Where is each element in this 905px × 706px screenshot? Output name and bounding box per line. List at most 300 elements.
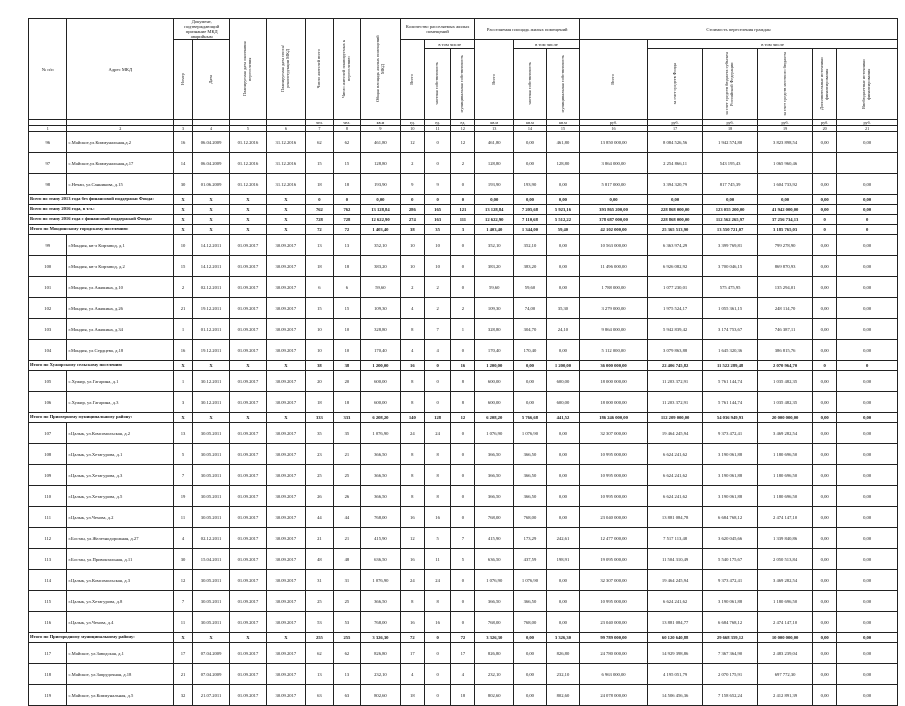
table-cell: 383,20 xyxy=(475,256,513,277)
table-cell: 8 xyxy=(400,444,424,465)
table-cell: 826,80 xyxy=(475,643,513,664)
table-cell: 415,90 xyxy=(361,528,401,549)
row-number: 115 xyxy=(29,591,67,612)
table-cell: 0,00 xyxy=(837,685,898,706)
total-cell: X xyxy=(192,215,229,225)
total-cell: 36 000 000,00 xyxy=(579,361,647,371)
table-cell: 7 517 113,48 xyxy=(648,528,703,549)
table-cell: 826,80 xyxy=(361,643,401,664)
total-cell: X xyxy=(266,413,306,423)
table-cell: 3 394 320,79 xyxy=(648,174,703,195)
table-cell: 0,00 xyxy=(813,612,837,633)
table-cell: 0,00 xyxy=(513,643,546,664)
total-cell: 0 xyxy=(837,215,898,225)
table-cell: 8 xyxy=(400,486,424,507)
table-cell: 9 864 000,00 xyxy=(579,319,647,340)
table-cell: 0,00 xyxy=(546,277,579,298)
table-cell: 768,00 xyxy=(475,612,513,633)
table-cell: 24 xyxy=(400,570,424,591)
table-cell: 193,90 xyxy=(361,174,401,195)
table-cell: 01.09.2017 xyxy=(230,685,266,706)
total-cell: 255 xyxy=(333,633,360,643)
row-number: 108 xyxy=(29,444,67,465)
unit-cell: ед. xyxy=(451,120,475,126)
table-cell: 11 203 372,91 xyxy=(648,371,703,392)
table-row xyxy=(29,319,898,340)
table-cell: 3 700 046,15 xyxy=(703,256,758,277)
total-cell: X xyxy=(266,225,306,235)
table-cell: 19 464 245,94 xyxy=(648,570,703,591)
table-cell: 5 817 000,00 xyxy=(579,174,647,195)
total-cell: 54 036 949,93 xyxy=(703,413,758,423)
table-cell: 170,40 xyxy=(475,340,513,361)
table-cell: 2 070 175,91 xyxy=(703,664,758,685)
table-cell: 600,00 xyxy=(546,392,579,413)
table-cell: 02.12.2011 xyxy=(192,277,229,298)
table-cell: 30.12.2011 xyxy=(192,392,229,413)
table-cell: 304,70 xyxy=(513,319,546,340)
table-cell: 31.12.2016 xyxy=(266,153,306,174)
table-cell: 59,60 xyxy=(361,277,401,298)
table-cell: 0,00 xyxy=(813,298,837,319)
unit-cell: кв.м xyxy=(475,120,513,126)
row-number: 110 xyxy=(29,486,67,507)
row-number: 114 xyxy=(29,570,67,591)
table-cell: 10 xyxy=(400,235,424,256)
table-cell: 543 195,43 xyxy=(703,153,758,174)
table-cell: 600,00 xyxy=(475,392,513,413)
header-address: Адрес МКД xyxy=(67,19,174,120)
table-cell: 0 xyxy=(451,444,475,465)
address-cell: г.Цалык, ул.Чехова, д.2 xyxy=(67,507,174,528)
column-number-cell: 21 xyxy=(837,126,898,132)
table-cell: 575 475,95 xyxy=(703,277,758,298)
header-num: № п/п xyxy=(29,19,67,120)
table-cell: 10 xyxy=(424,256,450,277)
total-row xyxy=(29,361,898,371)
table-cell: 6 926 082,92 xyxy=(648,256,703,277)
total-cell: 274 xyxy=(400,215,424,225)
table-cell: 802,60 xyxy=(361,685,401,706)
table-cell: 0,00 xyxy=(546,465,579,486)
table-cell: 30.05.2011 xyxy=(192,591,229,612)
table-cell: 1 xyxy=(451,319,475,340)
table-cell: 1 xyxy=(174,371,193,392)
column-number-cell: 16 xyxy=(579,126,647,132)
table-cell: 30.05.2011 xyxy=(192,465,229,486)
total-cell: 35 xyxy=(424,225,450,235)
table-cell: 21 xyxy=(306,528,333,549)
table-cell: 01.09.2017 xyxy=(230,444,266,465)
table-cell: 366,50 xyxy=(361,444,401,465)
total-cell: X xyxy=(192,205,229,215)
table-cell: 07.04.2009 xyxy=(192,643,229,664)
table-cell: 30.09.2017 xyxy=(266,465,306,486)
table-cell: 0,00 xyxy=(813,664,837,685)
total-cell: X xyxy=(174,361,193,371)
table-cell: 53 xyxy=(306,612,333,633)
table-cell: 4 xyxy=(451,664,475,685)
table-cell: 25 xyxy=(333,465,360,486)
table-cell: 9 xyxy=(400,174,424,195)
table-cell: 7 158 652,24 xyxy=(703,685,758,706)
table-cell: 3 190 061,88 xyxy=(703,486,758,507)
row-number: 98 xyxy=(29,174,67,195)
table-cell: 9 373 472,41 xyxy=(703,570,758,591)
table-cell: 30.09.2017 xyxy=(266,570,306,591)
table-cell: 0,00 xyxy=(513,371,546,392)
table-cell: 366,50 xyxy=(475,465,513,486)
row-number: 117 xyxy=(29,643,67,664)
total-label: Всего по этапу 2013 года без финансовой поддержки Фонда: xyxy=(29,195,174,205)
row-number: 103 xyxy=(29,319,67,340)
total-cell: 0,00 xyxy=(513,633,546,643)
table-cell: 437,59 xyxy=(513,549,546,570)
table-cell: 0 xyxy=(451,174,475,195)
header-count-municipal: муниципальная собственность xyxy=(451,49,475,120)
total-cell: 6 208,20 xyxy=(475,413,513,423)
unit-cell: чел. xyxy=(306,120,333,126)
table-cell: 01.09.2017 xyxy=(230,664,266,685)
table-cell: 0,00 xyxy=(813,444,837,465)
table-cell: 01.09.2017 xyxy=(230,612,266,633)
column-number-cell: 10 xyxy=(400,126,424,132)
table-cell: 15.04.2011 xyxy=(192,549,229,570)
header-region-budget: за счет средств бюджета субъекта Российской Федерации xyxy=(703,49,758,120)
table-cell: 0,00 xyxy=(813,277,837,298)
table-cell: 0,00 xyxy=(837,298,898,319)
table-cell: 30.09.2017 xyxy=(266,664,306,685)
table-cell: 13 xyxy=(333,235,360,256)
total-cell: 140 xyxy=(400,413,424,423)
header-count-sub: в том числе xyxy=(424,40,475,49)
table-cell: 0,00 xyxy=(813,528,837,549)
unit-cell: руб. xyxy=(758,120,813,126)
total-cell: 3 326,30 xyxy=(546,633,579,643)
total-cell: 38 xyxy=(306,361,333,371)
total-cell: 22 406 745,82 xyxy=(648,361,703,371)
table-cell: 4 xyxy=(174,528,193,549)
table-cell: 10 995 000,00 xyxy=(579,465,647,486)
total-cell: 10 000 000,00 xyxy=(758,633,813,643)
table-cell: 11 xyxy=(424,549,450,570)
table-cell: 461,80 xyxy=(475,132,513,153)
unit-cell: руб. xyxy=(813,120,837,126)
header-residents: Число жителей всего xyxy=(306,19,333,120)
table-cell: 18 xyxy=(333,174,360,195)
table-cell: 1 076,90 xyxy=(361,423,401,444)
table-row xyxy=(29,256,898,277)
column-number-cell: 17 xyxy=(648,126,703,132)
total-cell: 112 562 265,97 xyxy=(703,215,758,225)
table-cell: 31.12.2016 xyxy=(266,174,306,195)
row-number: 97 xyxy=(29,153,67,174)
table-header xyxy=(29,19,898,132)
table-row xyxy=(29,235,898,256)
table-cell: 16 xyxy=(174,132,193,153)
total-cell: 0,00 xyxy=(361,195,401,205)
table-cell: 636,50 xyxy=(475,549,513,570)
row-number: 107 xyxy=(29,423,67,444)
table-cell: 2 254 866,11 xyxy=(648,153,703,174)
total-cell: 0,00 xyxy=(579,195,647,205)
table-cell: 0 xyxy=(424,153,450,174)
table-cell: 30.05.2011 xyxy=(192,612,229,633)
table-cell: 193,90 xyxy=(475,174,513,195)
row-number: 111 xyxy=(29,507,67,528)
table-cell: 25 xyxy=(306,465,333,486)
table-cell: 30.09.2017 xyxy=(266,235,306,256)
total-cell: 111 xyxy=(451,215,475,225)
total-cell: 441,52 xyxy=(546,413,579,423)
table-cell: 0,00 xyxy=(837,392,898,413)
table-cell: 0 xyxy=(451,486,475,507)
table-cell: 32 307 000,00 xyxy=(579,423,647,444)
table-cell: 1 077 230,01 xyxy=(648,277,703,298)
table-cell: 30.09.2017 xyxy=(266,444,306,465)
table-cell: 0,00 xyxy=(813,570,837,591)
table-cell: 193,90 xyxy=(513,174,546,195)
table-cell: 01.12.2016 xyxy=(230,174,266,195)
total-cell: 20 000 000,00 xyxy=(758,413,813,423)
table-cell: 18 xyxy=(306,174,333,195)
total-cell: 3 185 765,03 xyxy=(758,225,813,235)
table-cell: 2 xyxy=(451,298,475,319)
table-cell: 2 xyxy=(400,277,424,298)
table-cell: 24 780 000,00 xyxy=(579,643,647,664)
table-cell: 24 xyxy=(424,570,450,591)
table-cell: 2 xyxy=(424,298,450,319)
table-cell: 19 464 245,94 xyxy=(648,423,703,444)
table-cell: 5 xyxy=(174,444,193,465)
table-cell: 0,00 xyxy=(813,392,837,413)
table-cell: 0,00 xyxy=(837,132,898,153)
table-cell: 768,00 xyxy=(361,612,401,633)
table-cell: 0,00 xyxy=(813,486,837,507)
table-cell: 10 xyxy=(306,319,333,340)
table-cell: 8 xyxy=(400,371,424,392)
table-cell: 3 864 000,00 xyxy=(579,153,647,174)
total-cell: 255 xyxy=(306,633,333,643)
table-row xyxy=(29,298,898,319)
table-cell: 1 076,90 xyxy=(513,570,546,591)
table-cell: 31 xyxy=(306,570,333,591)
address-cell: г.Мондия, ул.Ажикина, д.34 xyxy=(67,319,174,340)
table-cell: 0,00 xyxy=(546,486,579,507)
table-cell: 2 xyxy=(174,277,193,298)
header-cost-sub: в том числе xyxy=(648,40,898,49)
table-cell: 13 xyxy=(306,235,333,256)
total-cell: 3 326,30 xyxy=(475,633,513,643)
table-cell: 799 278,90 xyxy=(758,235,813,256)
table-cell: 06.04.2009 xyxy=(192,153,229,174)
table-cell: 30.05.2011 xyxy=(192,507,229,528)
total-cell: 0 xyxy=(813,215,837,225)
total-label: Итого по Пригородному муниципальному району: xyxy=(29,633,174,643)
table-cell: 17 xyxy=(451,643,475,664)
table-cell: 3 xyxy=(174,392,193,413)
table-cell: 7 xyxy=(174,465,193,486)
address-cell: с.Хужир, ул.Гагарина, д.3 xyxy=(67,392,174,413)
table-cell: 25 xyxy=(306,591,333,612)
table-cell: 01.09.2017 xyxy=(230,549,266,570)
total-row xyxy=(29,413,898,423)
table-cell xyxy=(813,153,837,174)
table-cell: 366,50 xyxy=(513,486,546,507)
table-cell: 1 076,90 xyxy=(513,423,546,444)
table-cell: 8 xyxy=(424,486,450,507)
unit-cell: руб. xyxy=(703,120,758,126)
table-cell: 30.12.2011 xyxy=(192,371,229,392)
header-area-sub: в том числе xyxy=(513,40,579,49)
total-cell: 1 403,40 xyxy=(475,225,513,235)
total-cell: 762 xyxy=(306,205,333,215)
table-cell: 0,00 xyxy=(546,507,579,528)
table-cell: 1 975 524,17 xyxy=(648,298,703,319)
table-cell: 19 xyxy=(174,486,193,507)
row-number: 105 xyxy=(29,371,67,392)
table-cell: 30.09.2017 xyxy=(266,319,306,340)
table-cell: 3 399 769,81 xyxy=(703,235,758,256)
table-cell: 16 xyxy=(400,612,424,633)
table-cell: 30.09.2017 xyxy=(266,591,306,612)
total-cell: 42 102 000,00 xyxy=(579,225,647,235)
table-cell: 30.09.2017 xyxy=(266,371,306,392)
table-cell: 35 xyxy=(306,423,333,444)
row-number: 104 xyxy=(29,340,67,361)
table-cell: 0,00 xyxy=(513,664,546,685)
table-cell: 62 xyxy=(306,643,333,664)
table-cell: 248 114,70 xyxy=(758,298,813,319)
table-row xyxy=(29,392,898,413)
table-cell: 0 xyxy=(424,643,450,664)
table-cell: 30.09.2017 xyxy=(266,486,306,507)
total-cell: X xyxy=(230,225,266,235)
table-cell: 8 xyxy=(400,591,424,612)
table-cell: 1 076,90 xyxy=(361,570,401,591)
table-cell: 30.09.2017 xyxy=(266,392,306,413)
table-cell: 3 620 045,66 xyxy=(703,528,758,549)
address-cell: г.Мондия, ул.Ажикина, д.10 xyxy=(67,277,174,298)
table-cell: 18 xyxy=(333,392,360,413)
column-number-cell: 15 xyxy=(546,126,579,132)
table-cell: 11 xyxy=(174,612,193,633)
table-cell: 135 294,01 xyxy=(758,277,813,298)
address-cell: с.Майское, ул.Заводская, д.1 xyxy=(67,643,174,664)
table-cell: 8 xyxy=(400,319,424,340)
total-cell: X xyxy=(230,413,266,423)
table-cell: 0 xyxy=(451,235,475,256)
table-cell: 170,40 xyxy=(513,340,546,361)
total-cell: 2 070 964,70 xyxy=(758,361,813,371)
table-cell: 63 xyxy=(333,685,360,706)
total-cell: X xyxy=(266,215,306,225)
table-cell: 24 xyxy=(424,423,450,444)
table-cell: 16 xyxy=(174,340,193,361)
total-cell: X xyxy=(174,633,193,643)
table-cell: 0,00 xyxy=(837,340,898,361)
total-cell: 59,40 xyxy=(546,225,579,235)
table-cell: 01.09.2017 xyxy=(230,591,266,612)
unit-cell: ед. xyxy=(424,120,450,126)
table-cell: 01.09.2017 xyxy=(230,643,266,664)
table-row xyxy=(29,174,898,195)
total-cell: 72 xyxy=(306,225,333,235)
table-cell: 0,00 xyxy=(513,153,546,174)
table-cell: 30.09.2017 xyxy=(266,507,306,528)
table-row xyxy=(29,465,898,486)
table-cell: 19.12.2011 xyxy=(192,298,229,319)
table-cell: 8 xyxy=(451,371,475,392)
table-cell: 0,00 xyxy=(546,444,579,465)
table-cell: 21.07.2011 xyxy=(192,685,229,706)
table-cell: 11 504 310,49 xyxy=(648,549,703,570)
table-body xyxy=(29,132,898,706)
unit-cell: кв.м xyxy=(361,120,401,126)
table-cell: 366,50 xyxy=(475,591,513,612)
table-cell: 0,00 xyxy=(546,235,579,256)
column-number-cell: 9 xyxy=(361,126,401,132)
table-cell: 128,80 xyxy=(361,153,401,174)
total-cell: 0 xyxy=(837,225,898,235)
total-cell: 6 208,20 xyxy=(361,413,401,423)
total-cell: X xyxy=(266,633,306,643)
table-cell: 0,00 xyxy=(813,132,837,153)
table-cell: 17 xyxy=(174,643,193,664)
table-cell: 10 xyxy=(174,235,193,256)
table-cell: 12 xyxy=(174,570,193,591)
table-cell: 6 624 241,62 xyxy=(648,486,703,507)
table-cell: 13 xyxy=(306,664,333,685)
table-cell: 366,50 xyxy=(361,486,401,507)
table-cell: 0 xyxy=(451,256,475,277)
table-cell: 366,50 xyxy=(513,591,546,612)
table-cell: 25 xyxy=(333,591,360,612)
table-cell: 30.09.2017 xyxy=(266,423,306,444)
table-row xyxy=(29,612,898,633)
table-cell: 0,00 xyxy=(813,465,837,486)
table-cell: 01.09.2017 xyxy=(230,277,266,298)
total-cell: 0 xyxy=(306,195,333,205)
total-cell: 1 200,00 xyxy=(475,361,513,371)
total-cell: 29 668 359,12 xyxy=(703,633,758,643)
table-cell: 5 540 175,67 xyxy=(703,549,758,570)
table-cell: 01.09.2017 xyxy=(230,298,266,319)
table-cell: 12 xyxy=(451,132,475,153)
table-cell: 0,00 xyxy=(813,685,837,706)
table-row xyxy=(29,444,898,465)
total-cell: 38 xyxy=(400,225,424,235)
unit-cell: чел. xyxy=(333,120,360,126)
table-cell: 8 xyxy=(400,392,424,413)
table-cell: 3 190 061,88 xyxy=(703,444,758,465)
address-cell: г.Цалык, ул.Комсомольская, д.2 xyxy=(67,423,174,444)
total-cell: 1 200,00 xyxy=(546,361,579,371)
total-row xyxy=(29,195,898,205)
total-cell: 11 522 289,48 xyxy=(703,361,758,371)
header-cost-total: Всего xyxy=(579,40,647,120)
total-cell: 72 xyxy=(451,633,475,643)
table-cell: 16 xyxy=(400,549,424,570)
table-cell: 0,00 xyxy=(546,423,579,444)
total-cell: 0,00 xyxy=(703,195,758,205)
table-cell: 10 xyxy=(424,235,450,256)
table-cell: 0 xyxy=(451,507,475,528)
column-number-cell: 5 xyxy=(230,126,266,132)
column-number-cell: 2 xyxy=(67,126,174,132)
table-cell: 62 xyxy=(333,643,360,664)
table-cell: 232,10 xyxy=(546,664,579,685)
